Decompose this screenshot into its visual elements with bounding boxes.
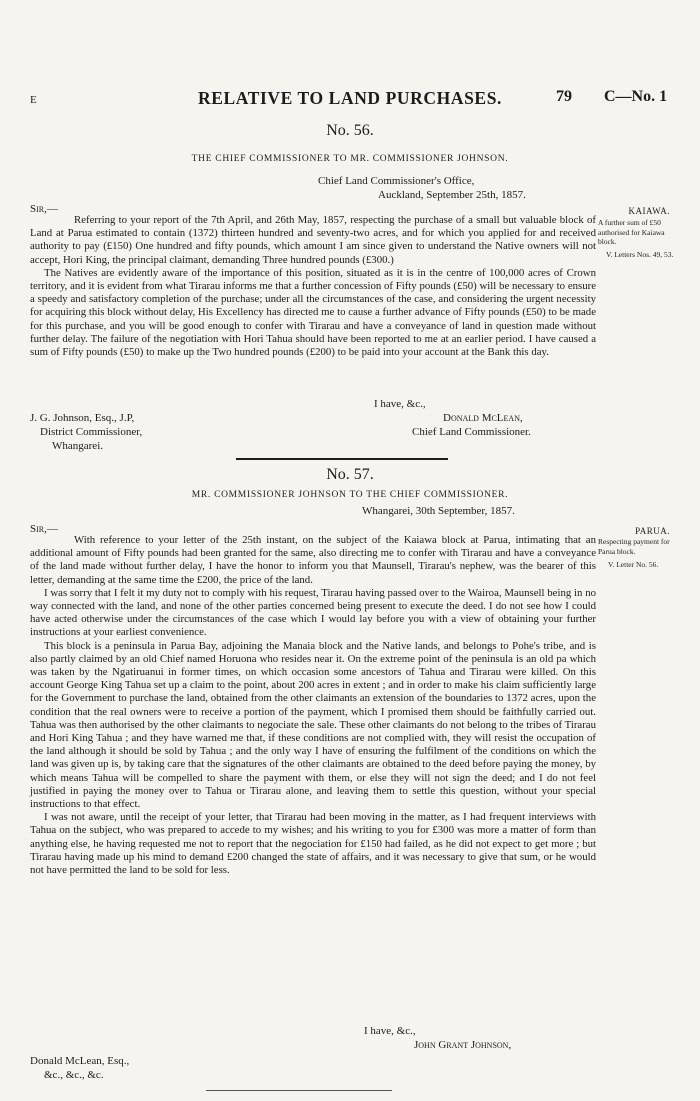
letter-57-paragraph: This block is a peninsula in Parua Bay, adjoining the Manaia block and the Native lands, and belongs to Pohe's tribe, and is also partly claimed by an old Chief named Horuona who resides near it. On the extreme point of the peninsula is an old pa which was taken by the Ngatiruanui in former times, on which occasion some ancestors of Tahua and Tirarau were killed. On this account George King Tahua set up a claim to the point, about 200 acres in extent ; and in order to make his claim sufficiently large for the Government to purchase the land, obtained from the other claimants an extension of the boundaries to 1372 acres, upon the condition that the real owners were to receive a portion of the payment, which I promised them should be faithfully carried out. Tahua was then authorised by the other claimants to negociate the sale. These other claimants do not belong to the tribes of Tirarau and Hori King Tahua ; and they have warned me that, if these conditions are not complied with, they will resist the occupation of the land although it should be sold by Tahua ; and the only way I have of ensuring the fulfilment of the conditions on which the land was given up is, by taking care that the signatures of the other claimants are obtained to the deed before paying the money, by which means Tahua will be compelled to share the payment with them, or else they will not sign the deed; and I do not feel justified in paying the money over to Tahua or Tirarau alone, and leaving them to settle this question, without your special instructions to that effect. <box>30 639 596 811</box>
letter-56-signature-title: Chief Land Commissioner. <box>412 426 531 438</box>
letter-56-recipient-line1: J. G. Johnson, Esq., J.P, <box>30 412 135 424</box>
letter-57-paragraph: I was sorry that I felt it my duty not to comply with his request, Tirarau having passed over to the Wairoa, Maunsell being in no way connected with the land, and none of the other parties concerned being present to execute the deed. I do not see how I could have acted otherwise under the circumstances of the case which I would lay before you with a view of obtaining your further instructions at your earliest convenience. <box>30 586 596 639</box>
page-title: RELATIVE TO LAND PURCHASES. <box>197 88 503 108</box>
letter-56-salutation: Sir,— <box>30 203 58 215</box>
letter-56-recipient-line3: Whangarei. <box>52 440 103 452</box>
paper-reference: C—No. 1 <box>604 88 668 105</box>
letter-57-paragraph: With reference to your letter of the 25th instant, on the subject of the Kaiawa block at Parua, intimating that an additional amount of Fifty pounds had been granted for the same, also directing me to confer with Tirarau and have a conveyance of the land made without further delay, I have the honor to inform you that Maunsell, Tirarau's nephew, was the bearer of this letter, demanding at the same time the £200, the price of the land. <box>30 534 596 586</box>
letter-56-signature-name: Donald McLean, <box>443 412 523 424</box>
letter-56-paragraph: The Natives are evidently aware of the importance of this position, situated as it is in the centre of 100,000 acres of Crown territory, and it is evident from what Tirarau informs me that a further concession of Fifty pounds (£50) will be necessary to ensure a speedy and satisfactory completion of the purchase; under all the circumstances of the case, and considering the urgent necessity for acquiring this block without delay, His Excellency has directed me to cause a further advance of Fifty pounds (£50) to be made for this purchase, and you will be good enough to confer with Tirarau and have a conveyance of land in question made without further delay. The failure of the negotiation with Hori Tahua should have been reported to me at an earlier period. I have caused a sum of Fifty pounds (£50) to make up the Two hundred pounds (£200) to be paid into your account at the Bank this day. <box>30 266 596 359</box>
letter-56-body <box>30 214 596 359</box>
letter-56-number: No. 56. <box>326 122 374 139</box>
letter-57-number: No. 57. <box>326 466 374 483</box>
letter-56-margin-heading: KAIAWA. <box>628 206 670 216</box>
letter-57-closing: I have, &c., <box>364 1025 416 1037</box>
page-number: 79 <box>556 88 572 105</box>
letter-57-margin-note: Respecting payment for Parua block. <box>598 537 670 556</box>
section-divider <box>236 458 448 460</box>
letter-57-margin-reference: V. Letter No. 56. <box>608 560 659 569</box>
letter-56-margin-note: A further sum of £50 authorised for Kaiawa block. <box>598 218 665 246</box>
letter-57-recipient-line1: Donald McLean, Esq., <box>30 1055 130 1067</box>
letter-57-recipient-line2: &c., &c., &c. <box>44 1069 104 1081</box>
letter-57-address-line: Whangarei, 30th September, 1857. <box>362 505 515 517</box>
letter-57-margin-heading: PARUA. <box>635 526 670 536</box>
letter-56-recipient-line2: District Commissioner, <box>40 426 143 438</box>
letter-56-paragraph: Referring to your report of the 7th April, and 26th May, 1857, respecting the purchase of a small but valuable block of Land at Parua estimated to contain (1372) thirteen hundred and seventy-two acres, and for which you applied for and received authority to pay (£150) One hundred and fifty pounds, which amount I am since given to understand the Native owners will not accept, Hori King, the principal claimant, demanding Three hundred pounds (£300.) <box>30 214 596 266</box>
letter-56-closing: I have, &c., <box>374 398 426 410</box>
letter-56-margin-reference: V. Letters Nos. 49, 53. <box>606 250 674 259</box>
letter-57-paragraph: I was not aware, until the receipt of your letter, that Tirarau had been moving in the matter, as I had frequent interviews with Tahua on the subject, who was prepared to accede to my wishes; and his writing to you for £300 was more a matter of form than anything else, he having requested me not to report that the negociation for £150 had failed, as he did not expect to get more ; but Tirarau having made up his mind to demand £200 changed the state of affairs, and it was necessary to give that sum, or he would not have permitted the land to be sold for less. <box>30 811 596 877</box>
letter-57-body <box>30 534 596 877</box>
letter-57-salutation: Sir,— <box>30 523 58 535</box>
letter-56-address-line1: Chief Land Commissioner's Office, <box>318 175 475 187</box>
letter-56-subheading: THE CHIEF COMMISSIONER TO MR. COMMISSIONER JOHNSON. <box>191 154 509 164</box>
end-divider <box>206 1090 392 1091</box>
letter-57-signature-name: John Grant Johnson, <box>414 1039 512 1051</box>
header-left-mark: E <box>30 94 37 106</box>
letter-56-address-line2: Auckland, September 25th, 1857. <box>378 189 526 201</box>
letter-57-subheading: MR. COMMISSIONER JOHNSON TO THE CHIEF COMMISSIONER. <box>191 490 509 500</box>
